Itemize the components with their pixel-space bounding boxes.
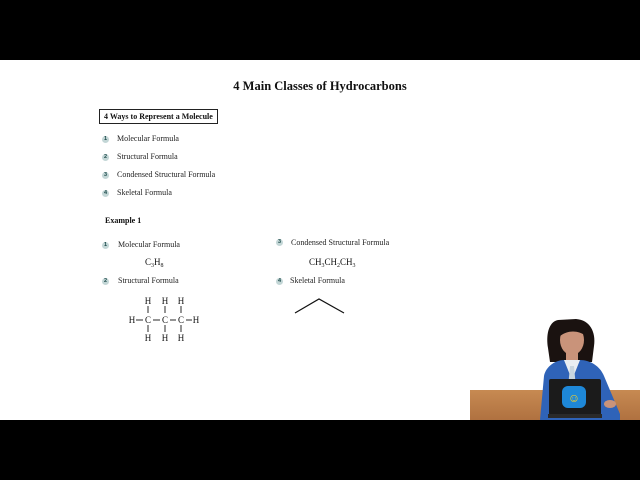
atom-h: H (144, 333, 152, 343)
skeletal-formula-diagram (292, 296, 348, 316)
example-condensed-label: Condensed Structural Formula (291, 238, 390, 247)
laptop (548, 378, 602, 418)
example-badge-1: 1 (103, 242, 108, 248)
atom-c: C (144, 315, 152, 325)
number-badge-2: 2 (103, 154, 108, 160)
example-molecular-label: Molecular Formula (118, 240, 180, 249)
way-item-molecular: Molecular Formula (117, 134, 179, 143)
logo-icon: ☺ (567, 391, 581, 405)
number-badge-1: 1 (103, 136, 108, 142)
slide-title: 4 Main Classes of Hydrocarbons (233, 79, 407, 93)
atom-h: H (161, 333, 169, 343)
example-heading: Example 1 (105, 216, 142, 225)
section-box-heading: 4 Ways to Represent a Molecule (99, 109, 218, 124)
example-structural-label: Structural Formula (118, 276, 179, 285)
lecture-slide (0, 60, 640, 420)
example-skeletal-label: Skeletal Formula (290, 276, 345, 285)
way-item-condensed: Condensed Structural Formula (117, 170, 216, 179)
example-badge-2: 2 (103, 278, 108, 284)
structural-formula-diagram (126, 295, 206, 345)
bottom-letterbox (0, 420, 640, 480)
number-badge-4: 4 (103, 190, 108, 196)
atom-h: H (177, 333, 185, 343)
atom-h: H (177, 296, 185, 306)
atom-h: H (144, 296, 152, 306)
way-item-structural: Structural Formula (117, 152, 178, 161)
atom-c: C (177, 315, 185, 325)
condensed-formula: $CH_3CH_2CH_3$ (309, 257, 356, 269)
top-letterbox (0, 0, 640, 60)
atom-c: C (161, 315, 169, 325)
example-badge-4: 4 (277, 278, 282, 284)
atom-h: H (128, 315, 136, 325)
molecular-formula: $C_3H_8$ (145, 257, 164, 269)
atom-h: H (192, 315, 200, 325)
way-item-skeletal: Skeletal Formula (117, 188, 172, 197)
number-badge-3: 3 (103, 172, 108, 178)
example-badge-3: 3 (277, 239, 282, 245)
atom-h: H (161, 296, 169, 306)
